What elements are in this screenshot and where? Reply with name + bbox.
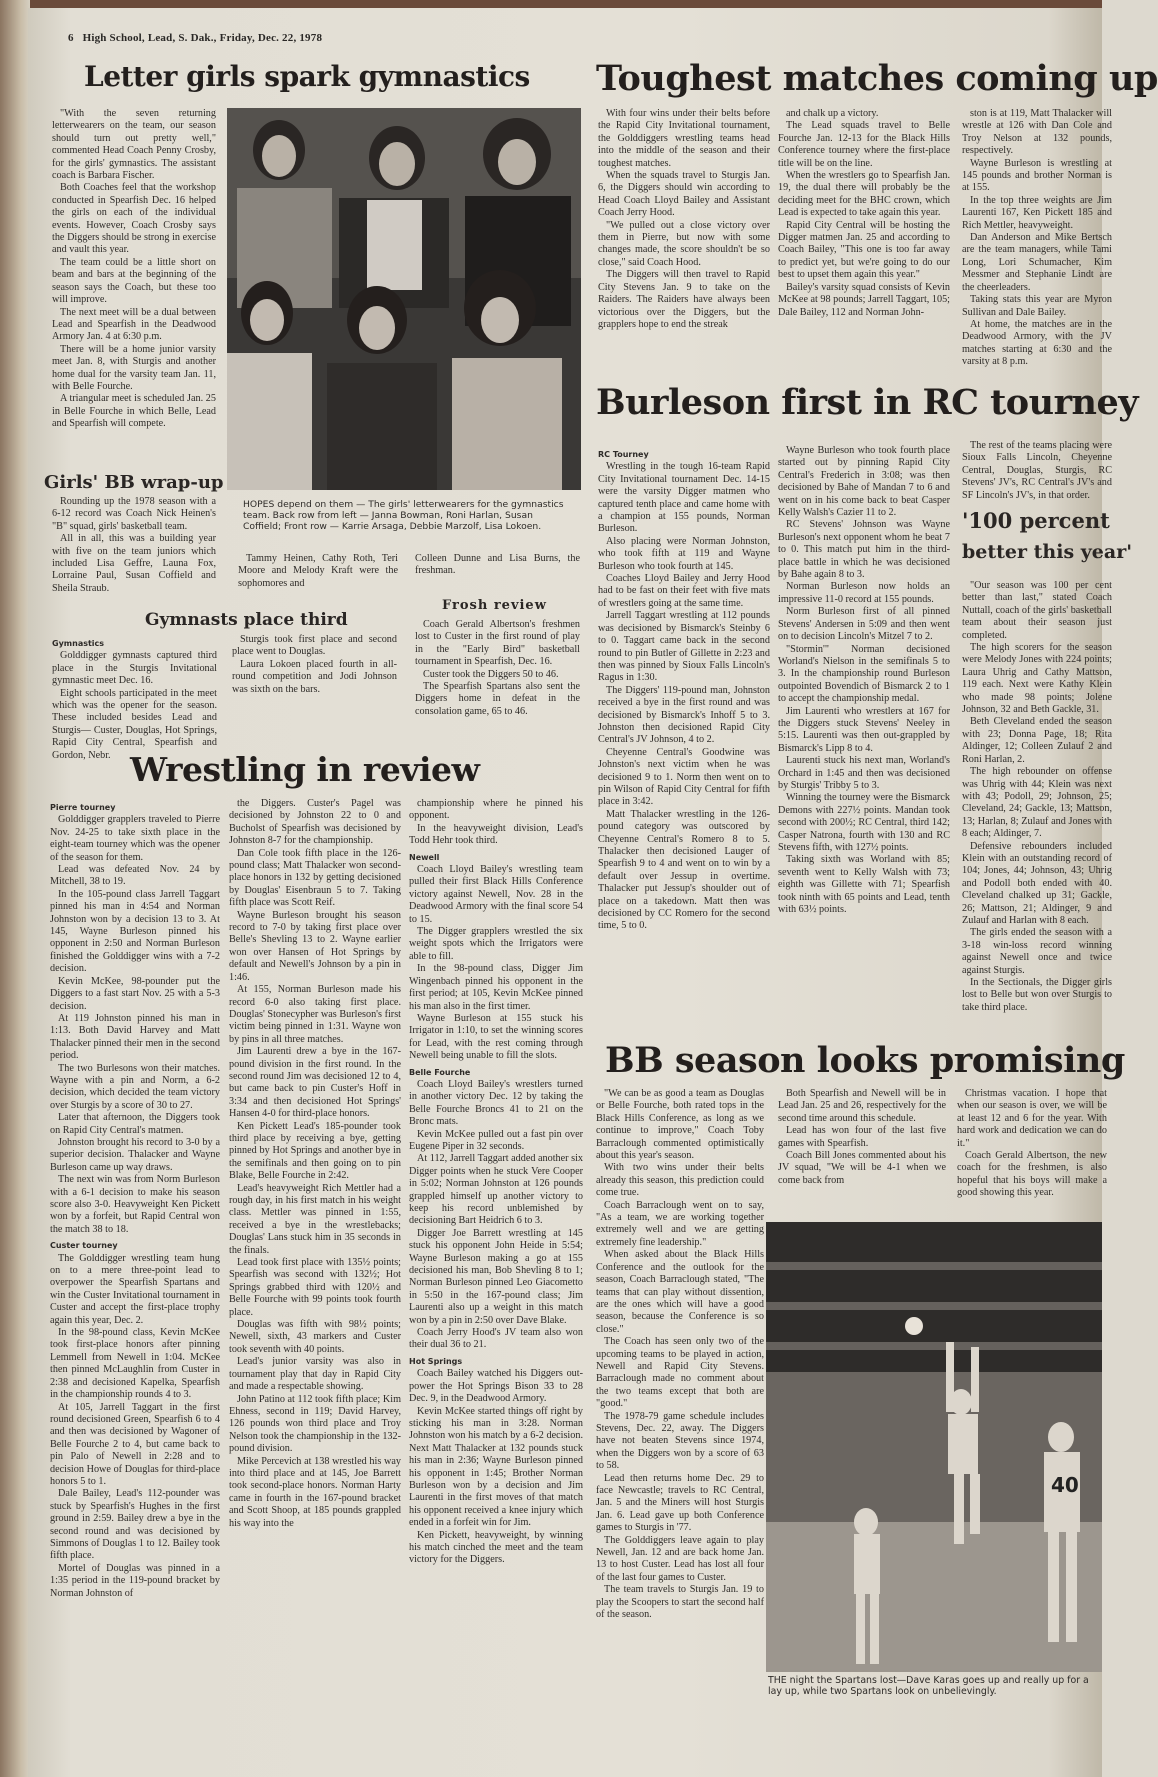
page-number: 6 xyxy=(68,32,74,44)
paragraph: When asked about the Black Hills Conference and the outlook for the season, Coach Barraclough stated, "The teams that can play without dissention, are the ones which will have a good season, because the Conference is so close." xyxy=(596,1249,764,1335)
paragraph: Golddigger grapplers traveled to Pierre Nov. 24-25 to take sixth place in the eight-team tourney which was the opener of the season for them. xyxy=(50,814,220,863)
paragraph: With four wins under their belts before the Rapid City Invitational tournament, the Golddiggers wrestling teams head into the middle of the season and their toughest matches. xyxy=(598,108,770,169)
kicker: Gymnastics xyxy=(52,639,105,648)
paragraph: Coach Lloyd Bailey's wrestling team pulled their first Black Hills Conference victory against Newell, Nov. 28 in the Deadwood Armory with the final score 54 to 15. xyxy=(409,864,583,925)
paragraph: John Patino at 112 took fifth place; Kim Ehness, second in 119; David Harvey, 126 pounds won third place and Troy Nelson took the championship in the 132-pound division. xyxy=(229,1393,401,1455)
paragraph: The team could be a little short on beam and bars at the beginning of the season says the Coach, but these too will improve. xyxy=(52,256,216,306)
paragraph: There will be a home junior varsity meet Jan. 8, with Sturgis and another home dual for the varsity team Jan. 11, with Belle Fourche. xyxy=(52,343,216,392)
paragraph: All in all, this was a building year with five on the team juniors which included Lisa Geffre, Launa Fox, Lorraine Paul, Susan Coffield and Sheila Straub. xyxy=(52,533,216,594)
article-gymnasts-third-col2 xyxy=(232,634,397,738)
headline-frosh-review: Frosh review xyxy=(442,598,547,613)
headline-hundred-percent-line1: '100 percent xyxy=(962,508,1110,533)
headline-gymnasts-third: Gymnasts place third xyxy=(145,610,348,630)
paragraph: Wayne Burleson at 155 stuck his Irrigator in 1:10, to set the winning scores for Lead, with the rest coming through Newell being unable to fill the slots. xyxy=(409,1012,583,1062)
paragraph: Coach Lloyd Bailey's wrestlers turned in another victory Dec. 12 by taking the Belle Fourche Broncs 41 to 21 on the Bronc mats. xyxy=(409,1078,583,1128)
article-girls-bb-continued xyxy=(238,553,398,593)
paragraph: Jim Laurenti who wrestlers at 167 for the Diggers stuck Stevens' Neeley in 5:15. Laurenti was then out-grappled by Bismarck's Lipp 8 to 4. xyxy=(778,705,950,754)
paragraph: Tammy Heinen, Cathy Roth, Teri Moore and Melody Kraft were the sophomores and xyxy=(238,553,398,589)
headline-toughest-wrap xyxy=(596,58,1158,108)
paragraph: The high rebounder on offense was Uhrig with 44; Klein was next with 43; Podoll, 29; Johnson, 25; Cleveland, 24; Gackle, 13; Mattson, 13; Harlan, 8; Zulauf and Jones with 8 each; Aldinger, 7. xyxy=(962,766,1112,840)
paragraph: The Digger grapplers wrestled the six weight spots which the Irrigators were able to fill. xyxy=(409,926,583,962)
section-kicker: Pierre tourney xyxy=(50,803,116,812)
paragraph: Matt Thalacker wrestling in the 126-pound category was outscored by Cheyenne Central's Romero 8 to 5. Thalacker then decisioned Lauger of Spearfish 9 to 4 and went on to win by a default over Jessup in overtime. Thalacker put Jessup's shoulder out of place on a takedown. Matt then was decisioned by CC Romero for the second time, 5 to 0. xyxy=(598,808,770,932)
paragraph: Defensive rebounders included Klein with an outstanding record of 104; Jones, 44; Johnson, 43; Uhrig and Podoll both ended with 40. Cleveland chalked up 31; Gackle, 26; Mattson, 21; Aldinger, 9 and Zulauf and Harlan with 8 each. xyxy=(962,840,1112,926)
article-frosh-body xyxy=(415,619,580,731)
paragraph: Eight schools participated in the meet which was the opener for the season. These included besides Lead and Sturgis— Custer, Douglas, Hot Springs, Rapid City Central, Spearfish and Gordon, Nebr. xyxy=(52,687,217,761)
paragraph: Lead then returns home Dec. 29 to face Newcastle; travels to RC Central, Jan. 5 and the Miners will host Sturgis Jan. 6. Lead gave up both Conference games to Sturgis in '77. xyxy=(596,1472,764,1534)
paragraph: The high scorers for the season were Melody Jones with 224 points; Laura Uhrig and Cathy Mattson, 119 each. Next were Kathy Klein who made 98 points; Jolene Johnson, 32 and Beth Gackle, 31. xyxy=(962,642,1112,716)
paragraph: The rest of the teams placing were Sioux Falls Lincoln, Cheyenne Central, Douglas, Sturgis, RC Stevens' JV's, RC Central's JV's and SF Lincoln's JV's, in that order. xyxy=(962,440,1112,501)
paragraph: RC Stevens' Johnson was Wayne Burleson's next opponent whom he beat 7 to 0. This match put him in the third-place battle in which he was decisioned by Bahe again 8 to 3. xyxy=(778,519,950,581)
headline-girls-bb: Girls' BB wrap-up xyxy=(44,472,224,493)
headline-burleson: Burleson first in RC tourney xyxy=(596,382,1139,423)
paragraph: The Golddigger wrestling team hung on to a mere three-point lead to overpower the Spearfish Spartans and win the Custer Invitational tournament in Custer and accept the first-place trophy again this year, Dec. 2. xyxy=(50,1252,220,1326)
paragraph: Lead has won four of the last five games with Spearfish. xyxy=(778,1125,946,1149)
paragraph: "Our season was 100 per cent better than last," stated Coach Nuttall, coach of the girls' basketball team about their season just completed. xyxy=(962,580,1112,641)
paragraph: The Lead squads travel to Belle Fourche Jan. 12-13 for the Black Hills Conference tourney where the first-place title will be on the line. xyxy=(778,120,950,169)
burleson-column-1 xyxy=(598,445,770,1030)
paragraph: Dale Bailey, Lead's 112-pounder was stuck by Spearfish's Hughes in the first ground in 2:59. Bailey drew a bye in the second round and was decisioned by Simmons of Douglas 1 to 12. Bailey took fifth place. xyxy=(50,1488,220,1562)
article-gymnastics-body xyxy=(52,108,216,470)
paragraph: Johnston brought his record to 3-0 by a superior decision. Thalacker and Wayne Burleson came up way draws. xyxy=(50,1136,220,1173)
wrestling-column-1 xyxy=(50,798,220,1700)
paragraph: Lead was defeated Nov. 24 by Mitchell, 38 to 19. xyxy=(50,864,220,888)
toughest-column-3 xyxy=(962,108,1112,376)
paragraph: The next meet will be a dual between Lead and Spearfish in the Deadwood Armory Jan. 4 at 6:30 p.m. xyxy=(52,306,216,343)
paragraph: ston is at 119, Matt Thalacker will wrestle at 126 with Dan Cole and Troy Nelson at 132 pounds, respectively. xyxy=(962,108,1112,157)
paragraph: Jim Laurenti drew a bye in the 167-pound division in the first round. In the second round Jim was decisioned 12 to 4, but came back to pin Custer's Hoff in 3:34 and then decisioned Hot Springs' Hansen 4-0 for third-place honors. xyxy=(229,1046,401,1120)
paragraph: In the top three weights are Jim Laurenti 167, Ken Pickett 185 and Rich Mettler, heavyweight. xyxy=(962,194,1112,231)
headline-hundred-percent-line2: better this year' xyxy=(962,541,1133,563)
paragraph: Dan Cole took fifth place in the 126-pound class; Matt Thalacker won second-place honors in 132 by getting decisioned by Douglas' Eisenbraun 5 to 7. Taking fifth place was Scott Reif. xyxy=(229,847,401,909)
paragraph: Coach Bailey watched his Diggers out-power the Hot Springs Bison 33 to 28 Dec. 9, in the Deadwood Armory. xyxy=(409,1368,583,1405)
headline-hundred-percent-wrap xyxy=(962,508,1133,578)
paragraph: The Spearfish Spartans also sent the Diggers home in defeat in the consolation game, 65 to 46. xyxy=(415,681,580,717)
paragraph: In the heavyweight division, Lead's Todd Hehr took third. xyxy=(409,822,583,847)
burleson-column-2 xyxy=(778,445,950,1030)
paragraph: Douglas was fifth with 98½ points; Newell, sixth, 43 markers and Custer took seventh with 40 points. xyxy=(229,1319,401,1355)
paragraph: In the 105-pound class Jarrell Taggart pinned his man in 4:54 and Norman Johnston won by a decision 13 to 3. At 145, Wayne Burleson pinned his opponent in 2:50 and Norman Burleson finished the Golddigger wins with a 7-2 decision. xyxy=(50,888,220,975)
paragraph: Taking stats this year are Myron Sullivan and Dale Bailey. xyxy=(962,294,1112,318)
paragraph: At 119 Johnston pinned his man in 1:13. Both David Harvey and Matt Thalacker pinned their men in the second period. xyxy=(50,1012,220,1062)
headline-bb-season-wrap xyxy=(605,1040,1125,1090)
headline-wrestling-review: Wrestling in review xyxy=(130,750,480,789)
section-kicker: RC Tourney xyxy=(598,450,649,459)
page-binding xyxy=(0,0,30,1777)
paragraph: Beth Cleveland ended the season with 23; Donna Page, 18; Rita Aldinger, 12; Colleen Zulauf 2 and Roni Harlan, 2. xyxy=(962,716,1112,765)
toughest-column-2 xyxy=(778,108,950,376)
section-kicker: Custer tourney xyxy=(50,1241,118,1251)
wrestling-column-2 xyxy=(229,798,401,1700)
paragraph: The Coach has seen only two of the upcoming teams to be played in action, Newell and Rapid City Stevens. Barraclough made no comment about the two teams except that both are "good." xyxy=(596,1336,764,1410)
paragraph: "With the seven returning letterwearers on the team, our season should turn out pretty well," commented Head Coach Penny Crosby, for the girls' gymnastics. The assistant coach is Barbara Fischer. xyxy=(52,108,216,182)
wrestling-column-3 xyxy=(409,798,583,1700)
paragraph: Christmas vacation. I hope that when our season is over, we will be at least 12 and 6 for the year. With hard work and dedication we can do it." xyxy=(957,1088,1107,1149)
paragraph: The team travels to Sturgis Jan. 19 to play the Scoopers to start the second half of the season. xyxy=(596,1584,764,1621)
basketball-photo-caption: THE night the Spartans lost—Dave Karas goes up and really up for a lay up, while two Spartans look on unbelievingly. xyxy=(768,1675,1089,1697)
article-girls-bb-continued-2 xyxy=(415,553,580,583)
paragraph: "Stormin'" Norman decisioned Worland's Nielson in the semifinals 5 to 3. In the championship round Burleson outpointed Bovendich of Bismarck 2 to 1 to accept the championship medal. xyxy=(778,643,950,705)
paragraph: Golddigger gymnasts captured third place in the Sturgis Invitational gymnastic meet Dec. 16. xyxy=(52,650,217,687)
paragraph: At 105, Jarrell Taggart in the first round decisioned Green, Spearfish 6 to 4 and then was decisioned by Wagoner of Belle Fourche 2 to 4, but came back to pin Palo of Newell in 2:28 and to decision Howe of Douglas for third-place honors 5 to 1. xyxy=(50,1401,220,1487)
headline-bb-season: BB season looks promising xyxy=(605,1040,1125,1081)
section-kicker: Newell xyxy=(409,852,440,862)
paragraph: Coach Gerald Albertson, the new coach for the freshmen, is also hopeful that his boys will make a good showing this year. xyxy=(957,1150,1107,1199)
paragraph: Custer took the Diggers 50 to 46. xyxy=(423,668,559,680)
bb-season-column-2 xyxy=(778,1088,946,1208)
paragraph: The 1978-79 game schedule includes Stevens, Dec. 22, away. The Diggers have not beaten Stevens since 1974, when the Diggers won by a score of 63 to 58. xyxy=(596,1410,764,1472)
gymnastics-photo-caption: HOPES depend on them — The girls' letterwearers for the gymnastics team. Back row from left — Janna Bowman, Roni Harlan, Susan Coffield; Front row — Karrie Arsaga, Debbie Marzolf, Lisa Lokoen. xyxy=(243,499,564,532)
basketball-game-photo xyxy=(766,1222,1102,1672)
paragraph: Wrestling in the tough 16-team Rapid City Invitational tournament Dec. 14-15 were the varsity Digger matmen who captured tenth place and came home with a champion at 155 pounds, Norman Burleson. xyxy=(598,461,770,535)
paragraph: and chalk up a victory. xyxy=(786,108,879,119)
paragraph: Coach Gerald Albertson's freshmen lost to Custer in the first round of play in the "Early Bird" basketball tournament in Spearfish, Dec. 16. xyxy=(415,619,580,668)
paragraph: Laura Lokoen placed fourth in all-round competition and Jodi Johnson was sixth on the bars. xyxy=(232,658,397,695)
paragraph: Kevin McKee started things off right by sticking his man in 3:28. Norman Johnston won his match by a 6-2 decision. Next Matt Thalacker at 132 pounds stuck his man in 2:36; Wayne Burleson pinned his opponent in 1:45; Brother Norman Burleson won by a decision and Jim Laurenti in the first moves of that match his opponent received a knee injury which ended in a forfeit win for Jim. xyxy=(409,1405,583,1529)
article-gymnasts-third-col1 xyxy=(52,634,217,761)
paragraph: Ken Pickett Lead's 185-pounder took third place by receiving a bye, getting pinned by Hot Springs and another bye in the semifinals and then going on to pin Blake, Belle Fourche in 2:42. xyxy=(229,1120,401,1182)
paragraph: The next win was from Norm Burleson with a 6-1 decision to make his season score also 3-0. Heavyweight Ken Pickett won by a forfeit, but Rapid Central won the match 38 to 18. xyxy=(50,1174,220,1235)
paragraph: A triangular meet is scheduled Jan. 25 in Belle Fourche in which Belle, Lead and Spearfish will compete. xyxy=(52,393,216,430)
paragraph: Later that afternoon, the Diggers took on Rapid City Central's matmen. xyxy=(50,1112,220,1136)
paragraph: Lead's heavyweight Rich Mettler had a rough day, in his first match in his weight class. Mettler was pinned in 1:55, received a bye in the wrestlebacks; Douglas' Lans stuck him in 35 seconds in the finals. xyxy=(229,1182,401,1256)
headline-burleson-wrap xyxy=(596,382,1139,434)
paragraph: In the Sectionals, the Digger girls lost to Belle but won over Sturgis to take third place. xyxy=(962,977,1112,1013)
paragraph: The Diggers will then travel to Rapid City Stevens Jan. 9 to take on the Raiders. The Raiders have always been victorious over the Diggers, but the grapplers hope to end the streak xyxy=(598,269,770,330)
paragraph: Rapid City Central will be hosting the Digger matmen Jan. 25 and according to Coach Bailey, "This one is too far away to predict yet, but we're going to do our best to upset them again this year." xyxy=(778,219,950,281)
paragraph: Both Coaches feel that the workshop conducted in Spearfish Dec. 16 helped the girls on each of the individual events. However, Coach Crosby says the Diggers should be strong in exercise and vault this year. xyxy=(52,182,216,256)
paragraph: Laurenti stuck his next man, Worland's Orchard in 1:45 and then was decisioned by Sturgis' Tribby 5 to 3. xyxy=(778,755,950,791)
paragraph: Wayne Burleson is wrestling at 145 pounds and brother Norman is at 155. xyxy=(962,157,1112,194)
paragraph: Both Spearfish and Newell will be in Lead Jan. 25 and 26, respectively for the second time around this schedule. xyxy=(778,1088,946,1124)
paragraph: At 155, Norman Burleson made his record 6-0 also taking first place. Douglas' Stonecypher was Burleson's first victim being pinned in 1:31. Wayne won by pins in all three matches. xyxy=(229,984,401,1045)
hundred-percent-body xyxy=(962,580,1112,1032)
headline-toughest: Toughest matches coming up xyxy=(596,58,1158,99)
paragraph: Also placing were Norman Johnston, who took fifth at 119 and Wayne Burleson who took fourth at 145. xyxy=(598,535,770,572)
paragraph: Taking sixth was Worland with 85; seventh went to Kelly Walsh with 73; eighth was Gillette with 71; Spearfish took ninth with 65 points and Lead, tenth with 63½ points. xyxy=(778,854,950,916)
section-kicker: Hot Springs xyxy=(409,1356,463,1366)
section-kicker: Belle Fourche xyxy=(409,1067,471,1077)
paragraph: With two wins under their belts already this season, this prediction could come true. xyxy=(596,1162,764,1199)
paragraph: Jarrell Taggart wrestling at 112 pounds was decisioned by Bismarck's Steinby 6 to 0. Taggart came back in the second round to pin Butler of Gillette in 2:23 and then was pinned by Sioux Falls Lincoln's Ragus in 1:30. xyxy=(598,610,770,684)
paragraph: The girls ended the season with a 3-18 win-loss record winning against Newell once and twice against Sturgis. xyxy=(962,927,1112,976)
paragraph: Winning the tourney were the Bismarck Demons with 227½ points. Mandan took second with 200½; RC Central, third 142; Casper Natrona, fourth with 130 and RC Stevens fifth, with 127½ points. xyxy=(778,792,950,853)
bb-season-column-3 xyxy=(957,1088,1107,1208)
paragraph: The Golddiggers leave again to play Newell, Jan. 12 and are back home Jan. 13 to host Custer. Lead has lost all four of the last four games to Custer. xyxy=(596,1534,764,1583)
paragraph: Coach Barraclough went on to say, "As a team, we are working together extremely well and we are getting extremely fine leadership." xyxy=(596,1199,764,1248)
paragraph: the Diggers. Custer's Pagel was decisioned by Johnston 22 to 0 and Bucholst of Spearfish was decisioned by Johnston 8-7 for the championship. xyxy=(229,798,401,847)
paragraph: In the 98-pound class, Kevin McKee took first-place honors after pinning Lemmell from Newell in 1:04. McKee then pinned McLaughlin from Custer in 2:38 and decisioned Kapelka, Spearfish in the championship rounds 4 to 3. xyxy=(50,1327,220,1401)
paragraph: Norman Burleson now holds an impressive 11-0 record at 155 pounds. xyxy=(778,581,950,605)
paragraph: Dan Anderson and Mike Bertsch are the team managers, while Tami Long, Lori Schumacher, Kim Messmer and Stephanie Lindt are the cheerleaders. xyxy=(962,232,1112,293)
dateline: High School, Lead, S. Dak., Friday, Dec. 22, 1978 xyxy=(82,32,323,44)
hundred-percent-lead-in xyxy=(962,440,1112,500)
paragraph: The Diggers' 119-pound man, Johnston received a bye in the first round and was decisioned by Bismarck's Inhoff 5 to 3. Johnston then decisioned Rapid City Central's JV Johnson, 4 to 2. xyxy=(598,684,770,746)
paragraph: Mike Percevich at 138 wrestled his way into third place and at 145, Joe Barrett took second-place honors. Norman Harty came in fourth in the 167-pound bracket and Scott Shoop, at 185 pounds grappled his way into the xyxy=(229,1455,401,1529)
paragraph: Mortel of Douglas was pinned in a 1:35 period in the 119-pound bracket by Norman Johnston of xyxy=(50,1562,220,1599)
gymnastics-team-photo xyxy=(227,108,581,490)
paragraph: "We pulled out a close victory over them in Pierre, but now with some changes made, the score shouldn't be so close," said Coach Hood. xyxy=(598,219,770,268)
paragraph: When the squads travel to Sturgis Jan. 6, the Diggers should win according to Head Coach Lloyd Bailey and Assistant Coach Jerry Hood. xyxy=(598,170,770,219)
paragraph: Colleen Dunne and Lisa Burns, the freshman. xyxy=(415,553,580,577)
svg-text:40: 40 xyxy=(1051,1473,1079,1497)
paragraph: Rounding up the 1978 season with a 6-12 record was Coach Nick Heinen's "B" squad, girls' basketball team. xyxy=(52,496,216,532)
paragraph: In the 98-pound class, Digger Jim Wingenbach pinned his opponent in the first period; at 105, Kevin McKee pinned his man also in the first timer. xyxy=(409,963,583,1012)
paragraph: Sturgis took first place and second place went to Douglas. xyxy=(232,634,397,658)
paragraph: When the wrestlers go to Spearfish Jan. 19, the dual there will probably be the deciding meet for the BHC crown, which Lead is expected to take again this year. xyxy=(778,170,950,219)
paragraph: Coach Bill Jones commented about his JV squad, "We will be 4-1 when we come back from xyxy=(778,1150,946,1186)
paragraph: Kevin McKee, 98-pounder put the Diggers to a fast start Nov. 25 with a 5-3 decision. xyxy=(50,975,220,1012)
paragraph: Coaches Lloyd Bailey and Jerry Hood had to be fast on their feet with five mats of wrestlers going at the same time. xyxy=(598,573,770,609)
paragraph: Cheyenne Central's Goodwine was Johnston's next victim when he was decisioned 9 to 1. Norm then went on to pin Wilson of Rapid City Central for fifth place in 3:42. xyxy=(598,746,770,808)
paragraph: At 112, Jarrell Taggart added another six Digger points when he stuck Vere Cooper in 5:02; Norman Johnston at 126 pounds grappled himself up another victory to keep his record unblemished by decisioning Bart Heidrich 6 to 3. xyxy=(409,1153,583,1227)
paragraph: Lead took first place with 135½ points; Spearfish was second with 132½; Hot Springs grabbed third with 120½ and Belle Fourche with 99 points took fourth place. xyxy=(229,1257,401,1318)
paragraph: Wayne Burleson brought his season record to 7-0 by taking first place over Belle's Shevling 13 to 2. Wayne earlier won over Hansen of Hot Springs by default and Newell's Johnson by a pin in 1:46. xyxy=(229,909,401,983)
paragraph: Kevin McKee pulled out a fast pin over Eugene Piper in 32 seconds. xyxy=(409,1128,583,1152)
toughest-column-1 xyxy=(598,108,770,376)
paragraph: Lead's junior varsity was also in tournament play that day in Rapid City and made a respectable showing. xyxy=(229,1356,401,1393)
paragraph: At home, the matches are in the Deadwood Armory, with the JV matches starting at 6:30 and the varsity at 8 p.m. xyxy=(962,318,1112,368)
paragraph: Digger Joe Barrett wrestling at 145 stuck his opponent John Heide in 5:54; Wayne Burleson making a go at 155 decisioned his man, Bob Shevling 8 to 1; Norman Burleson pinned Leo Giacometto in 5:50 in the 167-pound class; Jim Laurenti also up a weight in this match won by a pin in 2:50 over Dave Blake. xyxy=(409,1227,583,1326)
paragraph: "We can be as good a team as Douglas or Belle Fourche, both rated tops in the Black Hills Conference, as long as we continue to improve," Coach Toby Barraclough commented optimistically about this year's season. xyxy=(596,1088,764,1162)
paragraph: Coach Jerry Hood's JV team also won their dual 36 to 21. xyxy=(409,1327,583,1351)
headline-gymnastics: Letter girls spark gymnastics xyxy=(84,60,530,93)
paragraph: The two Burlesons won their matches. Wayne with a pin and Norm, a 6-2 decision, which decided the team victory over Sturgis by a score of 30 to 27. xyxy=(50,1062,220,1111)
paragraph: Bailey's varsity squad consists of Kevin McKee at 98 pounds; Jarrell Taggart, 105; Dale Bailey, 112 and Norman John- xyxy=(778,281,950,318)
paragraph: Ken Pickett, heavyweight, by winning his match cinched the meet and the team victory for the Diggers. xyxy=(409,1529,583,1566)
bb-season-column-1 xyxy=(596,1088,764,1688)
paragraph: championship where he pinned his opponent. xyxy=(409,798,583,822)
paragraph: Wayne Burleson who took fourth place started out by pinning Rapid City Central's Frederich in 3:08; was then decisioned by Bahe of Mandan 7 to 6 and went on in his come back to beat Casper Kelly Walsh's Cazier 11 to 2. xyxy=(778,445,950,519)
article-girls-bb-body xyxy=(52,496,216,608)
paragraph: Norm Burleson first of all pinned Stevens' Andersen in 5:09 and then went on to decision Lincoln's Mitzel 7 to 2. xyxy=(778,606,950,643)
page-folio xyxy=(68,32,322,44)
